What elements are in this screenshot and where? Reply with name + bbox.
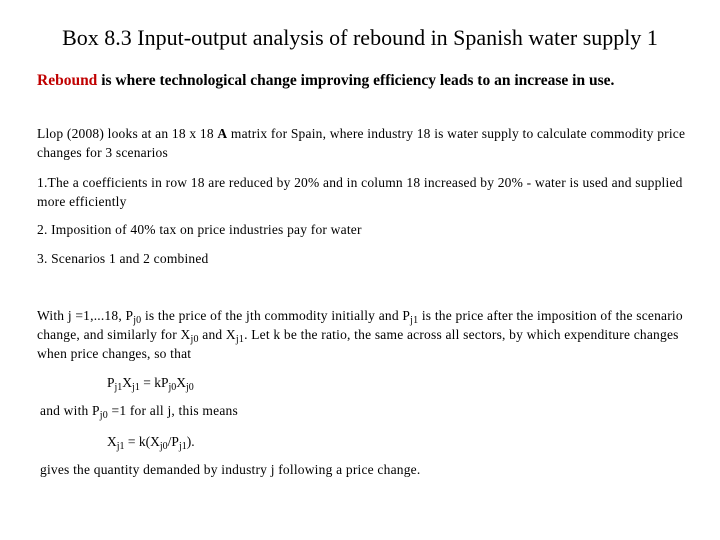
notation-text: is the price after the imposition of the scenario change, and similarly for X xyxy=(37,308,683,342)
formula-text: = kP xyxy=(139,375,169,390)
price-normalisation-text xyxy=(40,401,690,420)
quantity-formula xyxy=(107,432,195,451)
subscript: j1 xyxy=(114,382,123,393)
formula-text: X xyxy=(107,434,117,449)
formula-text: P xyxy=(107,375,115,390)
subscript: j1 xyxy=(410,315,419,326)
formula-text: /P xyxy=(167,434,179,449)
notation-paragraph xyxy=(37,306,687,363)
notation-text: is the price of the jth commodity initially and P xyxy=(141,308,411,323)
normalisation-text: =1 for all j, this means xyxy=(107,403,238,418)
formula-text: ). xyxy=(186,434,195,449)
formula-text: = k(X xyxy=(124,434,160,449)
subscript: j1 xyxy=(178,441,187,452)
notation-text: . Let k be the ratio, the same across all sectors, by which expenditure changes when price changes, so that xyxy=(37,327,679,361)
expenditure-formula xyxy=(107,373,194,392)
formula-text: X xyxy=(176,375,186,390)
conclusion-text: gives the quantity demanded by industry j following a price change. xyxy=(40,462,421,477)
formula-text: X xyxy=(122,375,133,390)
subscript: j0 xyxy=(190,334,199,345)
notation-text: and X xyxy=(198,327,236,342)
notation-text: With j =1,...18, P xyxy=(37,308,134,323)
llop-text-1: Llop (2008) looks at an 18 x 18 xyxy=(37,126,218,141)
scenario-2: 2. Imposition of 40% tax on price industries pay for water xyxy=(37,222,362,237)
subscript: j0 xyxy=(185,382,194,393)
subscript: j1 xyxy=(116,441,125,452)
llop-paragraph xyxy=(37,124,687,162)
subscript: j0 xyxy=(168,382,177,393)
matrix-symbol: A xyxy=(217,126,228,141)
rebound-term: Rebound xyxy=(37,72,98,89)
rebound-definition-text: is where technological change improving efficiency leads to an increase in use. xyxy=(97,72,615,89)
subscript: j1 xyxy=(235,334,245,345)
llop-text-2: matrix for Spain, where industry 18 is water supply to calculate commodity price changes for 3 scenarios xyxy=(37,126,686,160)
normalisation-text: and with P xyxy=(40,403,100,418)
subscript: j1 xyxy=(132,382,140,393)
slide-title: Box 8.3 Input-output analysis of rebound in Spanish water supply 1 xyxy=(62,25,658,50)
scenario-1: 1.The a coefficients in row 18 are reduced by 20% and in column 18 increased by 20% - water is used and supplied more efficiently xyxy=(37,175,683,209)
subscript: j0 xyxy=(99,410,108,421)
subscript: j0 xyxy=(133,315,142,326)
scenario-3: 3. Scenarios 1 and 2 combined xyxy=(37,251,209,266)
rebound-definition xyxy=(37,70,687,92)
subscript: j0 xyxy=(159,441,168,452)
